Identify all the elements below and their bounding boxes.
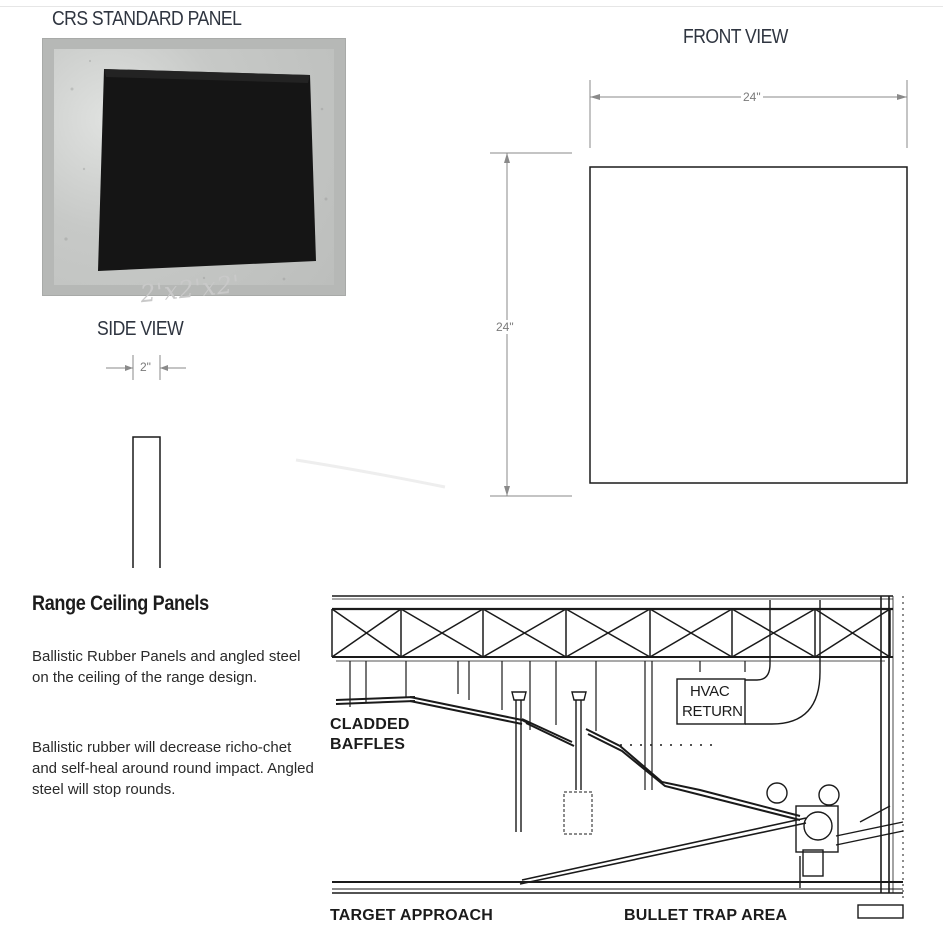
front-view-title: FRONT VIEW: [683, 26, 788, 48]
target-carriers: [512, 692, 586, 832]
side-thickness-label: 2": [140, 360, 151, 374]
column-base-plate: [858, 905, 903, 918]
bullet-trap-machinery: [767, 783, 903, 888]
range-section-drawing: [332, 596, 903, 918]
target-approach-label: TARGET APPROACH: [330, 907, 493, 924]
scan-artifact: [296, 460, 445, 487]
side-view-panel: [133, 437, 160, 568]
front-view-panel: [590, 167, 907, 483]
panel-size-handwriting: 2'x2'x2': [138, 269, 242, 309]
range-ceiling-title: Range Ceiling Panels: [32, 592, 209, 615]
front-width-arrow-left: [590, 94, 600, 100]
hvac-duct: [745, 600, 820, 724]
front-width-arrow-right: [897, 94, 907, 100]
truss-web: [332, 609, 890, 657]
side-arrow-left: [125, 365, 133, 371]
baffles-label: BAFFLES: [330, 736, 406, 753]
front-height-arrow-bottom: [504, 486, 510, 496]
crs-panel-title: CRS STANDARD PANEL: [52, 8, 242, 30]
description-paragraph-1: Ballistic Rubber Panels and angled steel on the ceiling of the range design.: [32, 648, 301, 686]
bullet-trap-funnel: [520, 818, 806, 884]
return-label: RETURN: [682, 703, 743, 720]
hvac-label: HVAC: [690, 683, 730, 700]
target-frame: [564, 792, 592, 834]
bullet-trap-area-label: BULLET TRAP AREA: [624, 907, 788, 924]
front-height-arrow-top: [504, 153, 510, 163]
front-width-label: 24": [743, 90, 761, 104]
description-paragraph-2: Ballistic rubber will decrease richo-chet and self-heal around round impact. Angled steel will stop rounds.: [32, 739, 314, 798]
side-view-title: SIDE VIEW: [97, 318, 184, 340]
front-height-label: 24": [496, 320, 514, 334]
side-arrow-right: [160, 365, 168, 371]
cladded-label: CLADDED: [330, 716, 410, 733]
